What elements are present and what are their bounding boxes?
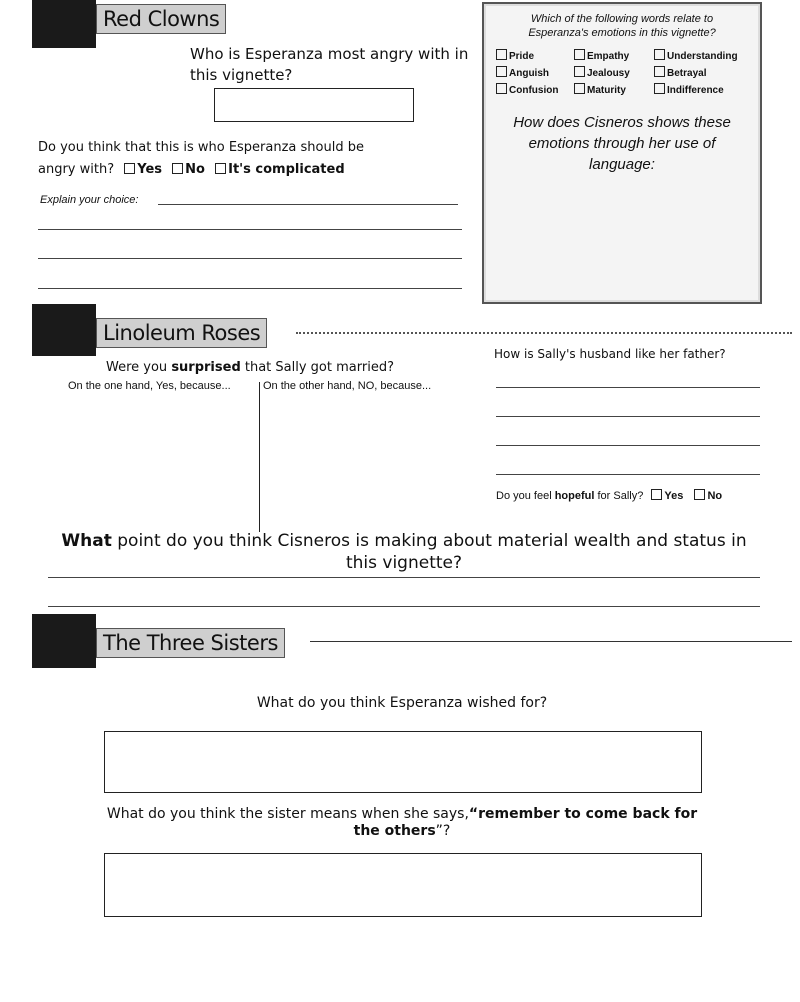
checkbox-icon[interactable] <box>574 83 585 94</box>
checkbox-icon[interactable] <box>172 163 183 174</box>
answer-box-sister-means[interactable] <box>104 853 702 917</box>
question-should-be-angry <box>38 137 478 181</box>
question-means-post: ”? <box>435 823 451 839</box>
checkbox-icon[interactable] <box>496 83 507 94</box>
emotion-option[interactable] <box>496 82 574 99</box>
emotion-label: Indifference <box>667 85 724 96</box>
other-hand-label: On the other hand, NO, because... <box>263 380 432 392</box>
emotion-option[interactable] <box>654 48 738 65</box>
emotions-question-line1: Which of the following words relate to <box>530 13 714 25</box>
yes-option[interactable] <box>124 162 162 177</box>
emotion-label: Jealousy <box>587 68 630 79</box>
question-wished-for: What do you think Esperanza wished for? <box>256 695 548 711</box>
question-means-bold: “remember to come back for the others <box>353 806 698 839</box>
checkbox-icon[interactable] <box>574 66 585 77</box>
explain-line-4[interactable] <box>38 288 462 289</box>
question-surprised-bold: surprised <box>171 360 241 375</box>
hopeful-yes-option[interactable] <box>651 490 683 502</box>
section-marker-three-sisters <box>32 614 96 668</box>
emotion-label: Betrayal <box>667 68 707 79</box>
explain-line-2[interactable] <box>38 229 462 230</box>
no-label: No <box>185 162 205 177</box>
emotions-panel <box>482 2 762 304</box>
checkbox-icon[interactable] <box>124 163 135 174</box>
question-means-pre: What do you think the sister means when she says, <box>106 806 469 822</box>
t-chart-divider <box>259 382 260 532</box>
emotion-label: Pride <box>509 51 535 62</box>
question-hopeful-bold: hopeful <box>554 490 595 502</box>
checkbox-icon[interactable] <box>215 163 226 174</box>
question-surprised-pre: Were you <box>106 360 172 375</box>
husband-line-3[interactable] <box>496 445 760 446</box>
emotion-label: Anguish <box>509 68 549 79</box>
checkbox-icon[interactable] <box>496 49 507 60</box>
husband-line-1[interactable] <box>496 387 760 388</box>
wealth-line-1[interactable] <box>48 577 760 578</box>
answer-area-other-hand[interactable] <box>262 398 478 528</box>
emotion-option[interactable] <box>496 65 574 82</box>
emotion-option[interactable] <box>496 48 574 65</box>
emotion-option[interactable] <box>574 65 654 82</box>
question-should-line1: Do you think that this is who Esperanza should be <box>38 140 364 155</box>
emotions-question-line2: Esperanza's emotions in this vignette? <box>528 27 716 39</box>
hopeful-no-label: No <box>707 490 723 502</box>
question-surprised-post: that Sally got married? <box>240 360 394 375</box>
emotion-option[interactable] <box>654 82 724 99</box>
dotted-divider <box>296 332 792 334</box>
question-hopeful-post: for Sally? <box>594 490 644 502</box>
section-title-red-clowns: Red Clowns <box>96 4 226 34</box>
hopeful-yes-label: Yes <box>664 490 684 502</box>
hopeful-no-option[interactable] <box>694 490 722 502</box>
no-option[interactable] <box>172 162 205 177</box>
emotion-option[interactable] <box>574 48 654 65</box>
section-marker-linoleum-roses <box>32 304 96 356</box>
husband-line-2[interactable] <box>496 416 760 417</box>
answer-area-one-hand[interactable] <box>40 398 256 528</box>
section-divider-three-sisters <box>310 641 792 642</box>
question-husband: How is Sally's husband like her father? <box>494 347 726 361</box>
question-should-line2-text: angry with? <box>38 162 115 177</box>
question-hopeful <box>496 489 722 502</box>
explain-line-3[interactable] <box>38 258 462 259</box>
checkbox-icon[interactable] <box>651 489 662 500</box>
emotion-label: Empathy <box>587 51 630 62</box>
question-most-angry-text: Who is Esperanza most angry with in this vignette? <box>190 45 469 84</box>
question-should-line2 <box>38 159 478 181</box>
explain-label: Explain your choice: <box>40 194 139 206</box>
question-most-angry <box>190 44 470 86</box>
emotion-option[interactable] <box>654 65 706 82</box>
question-surprised <box>106 360 394 375</box>
question-hopeful-pre: Do you feel <box>496 490 555 502</box>
checkbox-icon[interactable] <box>654 49 665 60</box>
checkbox-icon[interactable] <box>574 49 585 60</box>
language-question: How does Cisneros shows these emotions through her use of language: <box>513 114 731 173</box>
section-marker-red-clowns <box>32 0 96 48</box>
explain-line-1[interactable] <box>158 204 458 205</box>
section-title-three-sisters: The Three Sisters <box>96 628 285 658</box>
emotion-label: Understanding <box>667 51 738 62</box>
yes-label: Yes <box>137 162 163 177</box>
checkbox-icon[interactable] <box>654 66 665 77</box>
checkbox-icon[interactable] <box>496 66 507 77</box>
emotion-word-grid <box>496 48 758 99</box>
answer-box-most-angry[interactable] <box>214 88 414 122</box>
checkbox-icon[interactable] <box>694 489 705 500</box>
emotion-option[interactable] <box>574 82 654 99</box>
complicated-option[interactable] <box>215 162 345 177</box>
complicated-label: It's complicated <box>228 162 345 177</box>
answer-box-wished-for[interactable] <box>104 731 702 793</box>
husband-line-4[interactable] <box>496 474 760 475</box>
wealth-line-2[interactable] <box>48 606 760 607</box>
one-hand-label: On the one hand, Yes, because... <box>68 380 231 392</box>
section-title-linoleum-roses: Linoleum Roses <box>96 318 267 348</box>
emotions-question <box>484 12 760 40</box>
emotion-label: Confusion <box>509 85 559 96</box>
emotion-label: Maturity <box>587 85 626 96</box>
checkbox-icon[interactable] <box>654 83 665 94</box>
question-material-wealth <box>48 530 760 574</box>
question-wealth-bold: What <box>61 531 112 551</box>
question-sister-means <box>104 806 700 840</box>
question-wealth-rest: point do you think Cisneros is making about material wealth and status in this vignette? <box>111 531 747 573</box>
